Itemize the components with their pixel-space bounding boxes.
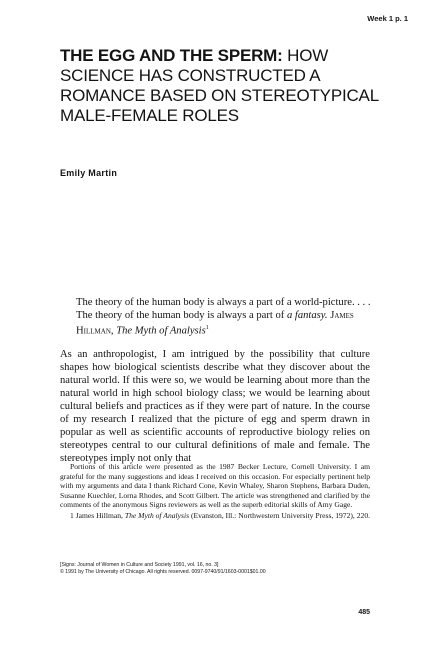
page-number: 485 — [358, 609, 370, 616]
epigraph-attribution-name: James Hillman, — [76, 310, 354, 337]
author-name: Emily Martin — [60, 168, 118, 178]
journal-line-1: [Signs: Journal of Women in Culture and Society 1991, vol. 16, no. 3] — [60, 562, 219, 568]
article-title-bold: THE EGG AND THE SPERM: — [60, 46, 283, 65]
footnote-1-prefix: 1 James Hillman, — [70, 510, 123, 520]
article-title — [60, 46, 390, 126]
header-note: Week 1 p. 1 — [367, 14, 408, 23]
footnote-acknowledgment: Portions of this article were presented as the 1987 Becker Lecture, Cornell University. I am grateful for the many suggestions and ideas I received on this occasion. For especially pertinent help with my arguments and data I thank Richard Cone, Kevin Whaley, Sharon Stephens, Barbara Duden, Susanne Kuechler, Lorna Rhodes, and Scott Gilbert. The article was strengthened and clarified by the comments of the anonymous Signs reviewers as well as the superb editorial skills of Amy Gage. — [60, 462, 370, 510]
journal-citation — [60, 562, 370, 575]
article-title-rest: HOW SCIENCE HAS CONSTRUCTED A ROMANCE BASED ON STEREOTYPICAL MALE-FEMALE ROLES — [60, 46, 379, 125]
epigraph-footnote-marker: 1 — [205, 325, 209, 331]
epigraph-text: The theory of the human body is always a part of a world-picture. . . . The theory of the human body is always a part of — [76, 297, 371, 321]
journal-line-2: © 1991 by The University of Chicago. All rights reserved. 0097-9740/91/1603-0001$01.00 — [60, 568, 266, 575]
footnote-1 — [60, 511, 370, 521]
epigraph-italic: a fantasy. — [286, 310, 328, 321]
footnote-1-suffix: (Evanston, Ill.: Northwestern University Press, 1972), 220. — [190, 510, 371, 520]
footnotes — [60, 462, 370, 522]
epigraph-attribution-work: The Myth of Analysis — [116, 325, 206, 337]
epigraph — [76, 296, 372, 338]
footnote-1-work: The Myth of Analysis — [124, 510, 190, 520]
body-paragraph: As an anthropologist, I am intrigued by the possibility that culture shapes how biological scientists describe what they discover about the natural world. If this were so, we would be learning about more than the natural world in high school biology class; we would be learning about cultural beliefs and practices as if they were part of nature. In the course of my research I realized that the picture of egg and sperm drawn in popular as well as scientific accounts of reproductive biology relies on stereotypes central to our cultural definitions of male and female. The stereotypes imply not only that — [60, 349, 370, 464]
